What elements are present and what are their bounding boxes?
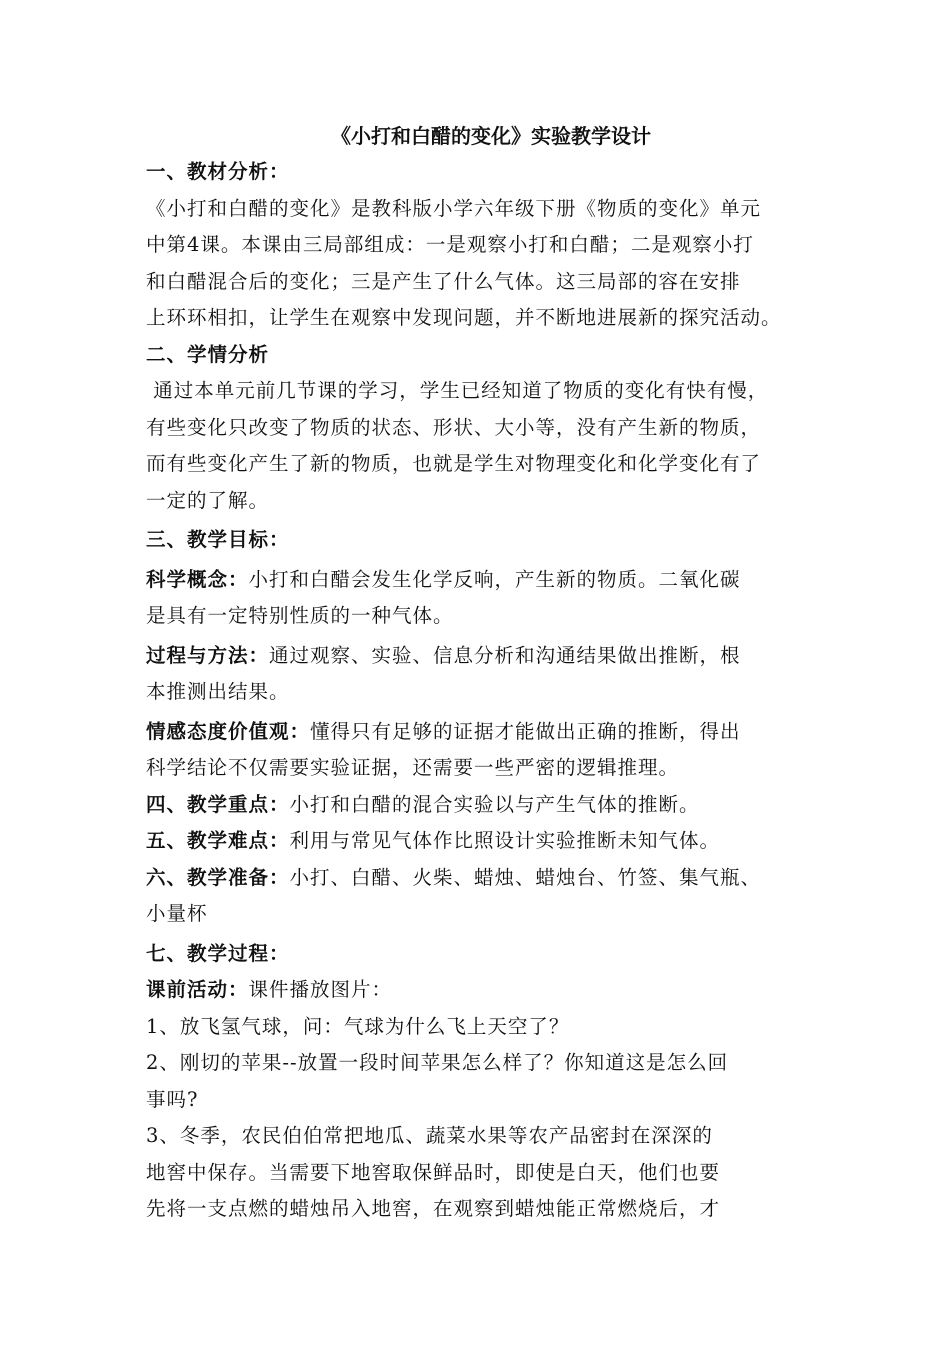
- goal-text: 通过观察、实验、信息分析和沟通结果做出推断，根: [269, 643, 741, 667]
- paragraph-line: 中第4课。本课由三局部组成：一是观察小打和白醋；二是观察小打: [146, 233, 754, 256]
- paragraph-line: 《小打和白醋的变化》是教科版小学六年级下册《物质的变化》单元: [146, 196, 762, 220]
- goal-label: 科学概念：: [146, 567, 249, 591]
- goal-attitude-values: [146, 714, 826, 751]
- goal-label: 过程与方法：: [146, 643, 270, 667]
- document-title: 《小打和白醋的变化》实验教学设计: [331, 124, 651, 148]
- section-preparation: [146, 860, 826, 897]
- list-item: 2、刚切的苹果--放置一段时间苹果怎么样了？你知道这是怎么回: [146, 1051, 729, 1074]
- goal-label: 情感态度价值观：: [146, 719, 311, 743]
- paragraph-line: 本推测出结果。: [146, 680, 290, 703]
- section-heading-teaching-goals: 三、教学目标：: [146, 528, 290, 551]
- goal-science-concept: [146, 562, 826, 599]
- paragraph-line: 有些变化只改变了物质的状态、形状、大小等，没有产生新的物质，: [146, 415, 762, 439]
- list-item: 事吗?: [146, 1087, 199, 1111]
- section-text: 小打和白醋的混合实验以与产生气体的推断。: [289, 792, 700, 816]
- paragraph-line: 科学结论不仅需要实验证据，还需要一些严密的逻辑推理。: [146, 756, 680, 779]
- section-label: 五、教学难点：: [146, 829, 290, 852]
- section-label: 六、教学准备：: [146, 865, 290, 889]
- paragraph-line: 小量杯: [146, 902, 208, 925]
- document-page: [146, 118, 826, 1228]
- section-heading-student-analysis: 二、学情分析: [146, 342, 270, 366]
- section-text: 利用与常见气体作比照设计实验推断未知气体。: [289, 829, 721, 852]
- section-text: 小打、白醋、火柴、蜡烛、蜡烛台、竹签、集气瓶、: [289, 865, 762, 889]
- activity-text: 课件播放图片：: [248, 978, 393, 1001]
- list-item: 先将一支点燃的蜡烛吊入地窖，在观察到蜡烛能正常燃烧后，才: [146, 1197, 721, 1220]
- section-label: 四、教学重点：: [146, 792, 290, 816]
- list-item: 地窖中保存。当需要下地窖取保鲜品时，即使是白天，他们也要: [146, 1160, 721, 1184]
- section-heading-teaching-process: 七、教学过程：: [146, 941, 290, 965]
- section-heading-textbook-analysis: 一、教材分析：: [146, 160, 290, 183]
- paragraph-line: 一定的了解。: [146, 488, 270, 512]
- list-item: 1、放飞氢气球，问：气球为什么飞上天空了？: [146, 1014, 570, 1038]
- section-key-points: [146, 787, 826, 824]
- paragraph-line: 是具有一定特别性质的一种气体。: [146, 604, 454, 627]
- goal-process-method: [146, 638, 826, 675]
- section-difficulties: [146, 823, 826, 860]
- paragraph-line: 而有些变化产生了新的物质，也就是学生对物理变化和化学变化有了: [146, 452, 762, 475]
- paragraph-line: 通过本单元前几节课的学习，学生已经知道了物质的变化有快有慢，: [146, 379, 769, 402]
- activity-label: 课前活动：: [146, 978, 249, 1001]
- list-item: 3、冬季，农民伯伯常把地瓜、蔬菜水果等农产品密封在深深的: [146, 1124, 713, 1147]
- goal-text: 小打和白醋会发生化学反响，产生新的物质。二氧化碳: [248, 567, 741, 591]
- pre-class-activity: [146, 972, 826, 1009]
- goal-text: 懂得只有足够的证据才能做出正确的推断，得出: [310, 719, 741, 743]
- paragraph-line: 上环环相扣，让学生在观察中发现问题，并不断地进展新的探究活动。: [146, 306, 782, 329]
- paragraph-line: 和白醋混合后的变化；三是产生了什么气体。这三局部的容在安排: [146, 269, 741, 293]
